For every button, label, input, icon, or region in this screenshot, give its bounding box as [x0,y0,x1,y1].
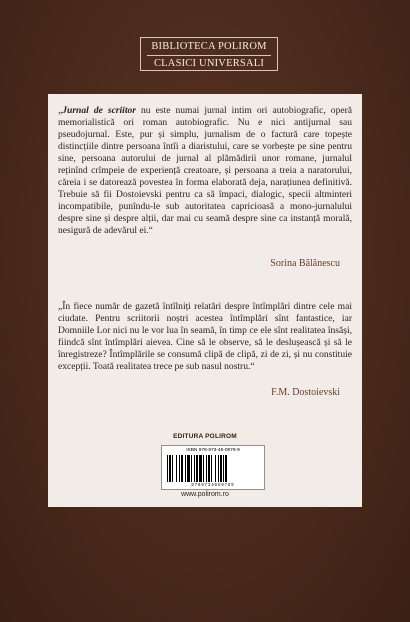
barcode-bar [208,455,210,482]
series-line-1: BIBLIOTECA POLIROM [151,41,267,52]
quote1-author: Sorina Bălănescu [270,258,340,269]
quote1-open-mark: „ [58,105,63,116]
quote2-text: „În fiece număr de gazetă întîlniți relatări despre întîmplări dintre cele mai ciudate. Pentru scriitorii noștri acestea întîmplări sînt fantastice, iar Domniile Lor nici nu le vor lua în seamă, în timp ce ele sînt realitatea însăși, fiindcă sînt întîmplări aievea. Cine să le observe, să le deslușească și să le înregistreze? Întîmplările se consumă clipă de clipă, zi de zi, și nu constituie excepții. Toată realitatea trece pe sub nasul nostru.“ [58,301,352,373]
barcode-bar [225,455,227,482]
barcode-bar [187,455,190,482]
barcode-bar [176,455,177,482]
barcode-bar [199,455,202,482]
quote1-text: nu este numai jurnal intim ori autobiografic, operă memorialistică ori roman autobiografic. Nu e nici antijurnal sau pseudojurnal. Este, pur și simplu, jurnalism de o factură care topește distincțiile dintre persoana întîi a diaristului, care se vorbește pe sine pentru sine, persoana autorului de jurnal al plămădirii unor romane, jurnalul reținînd crîmpeie de experiență creatoare, și persoana a treia a naratorului, căreia i se datorează povestea în forma elaborată deja, narațiunea definitivă. Trebuie să fii Dostoievski pentru ca să împaci, dialogic, specii altminteri incompatibile, punîndu-le sub autoritatea capricioasă a mono-jurnalului despre sine și despre alții, dar mai cu seamă despre sine ca instanță morală, nesigură de adevărul ei.“ [58,105,353,237]
barcode-bar [169,455,171,482]
barcode-bar [223,455,224,482]
barcode-bar [179,455,180,482]
barcode-bar [206,455,207,482]
barcode-digits: 9789734609789 [191,482,235,487]
text-panel [48,94,362,507]
author-quote [58,301,352,373]
quote2-author: F.M. Dostoievski [271,387,340,398]
book-title: Jurnal de scriitor [62,105,136,116]
barcode-icon [167,455,259,482]
barcode-box [161,445,265,490]
barcode-bar [196,455,198,482]
barcode-bar [211,455,212,482]
barcode-bar [194,455,195,482]
barcode-bar [181,455,183,482]
barcode-bar [167,455,168,482]
barcode-bar [220,455,222,482]
isbn-number: ISBN 978-973-46-0978-9 [186,448,240,453]
barcode-bar [215,455,216,482]
website-link[interactable]: www.polirom.ro [181,491,229,498]
barcode-bar [191,455,192,482]
barcode-bar [172,455,173,482]
barcode-bar [185,455,186,482]
barcode-bar [203,455,204,482]
series-line-2: CLASICI UNIVERSALI [153,58,265,69]
critic-quote [58,105,352,238]
series-label-box [140,37,278,71]
series-divider [147,55,271,56]
barcode-bar [218,455,219,482]
publisher-name: EDITURA POLIROM [173,433,237,440]
